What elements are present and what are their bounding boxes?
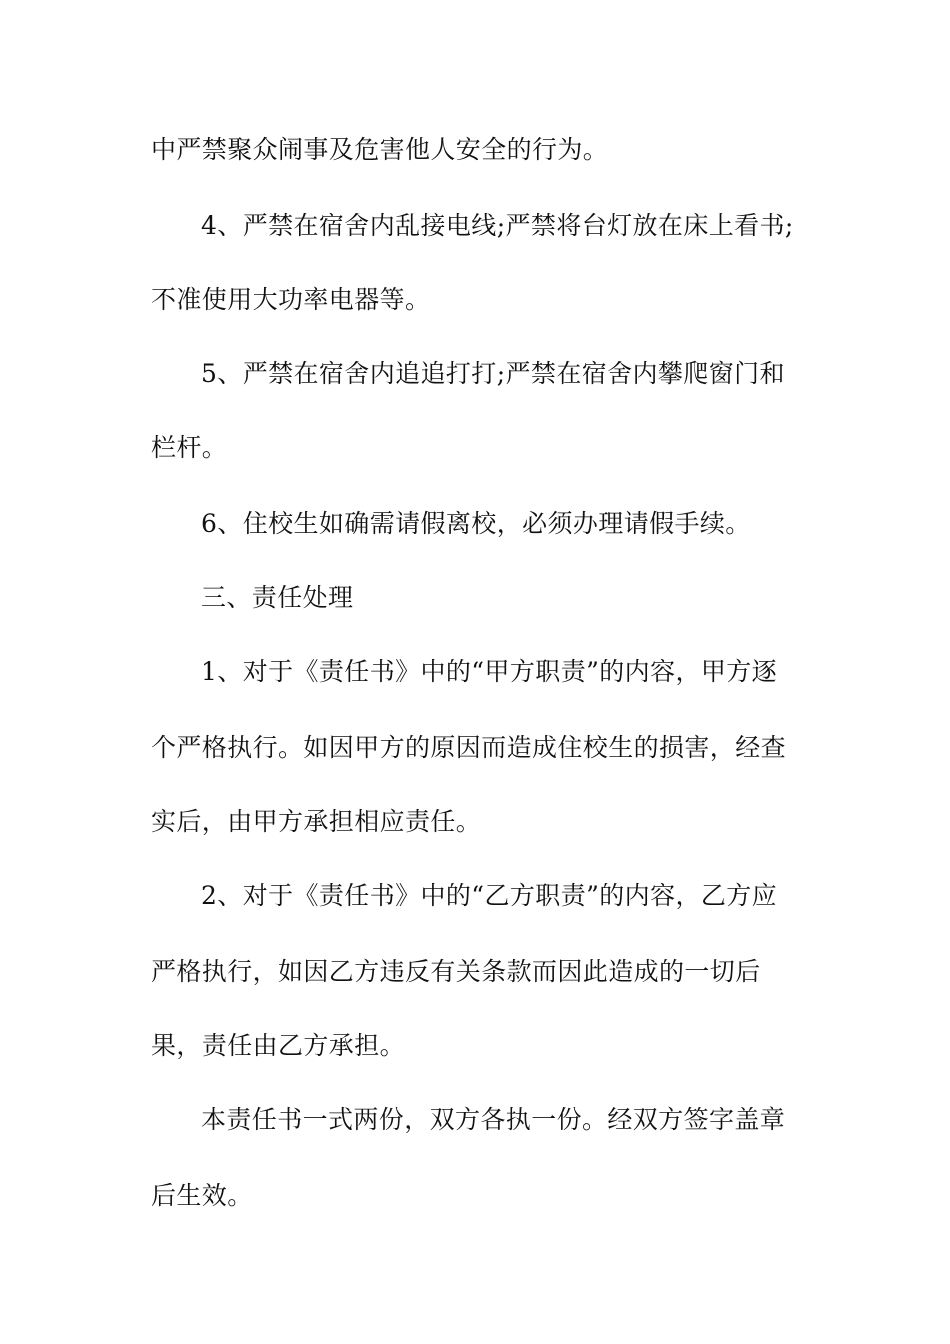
paragraph-line: 本责任书一式两份，双方各执一份。经双方签字盖章: [201, 1105, 786, 1134]
paragraph-line: 严格执行，如因乙方违反有关条款而因此造成的一切后: [151, 957, 761, 986]
paragraph-line: 后生效。: [151, 1181, 253, 1210]
paragraph-line: 4、严禁在宿舍内乱接电线;严禁将台灯放在床上看书;: [201, 211, 794, 240]
paragraph-line: 实后，由甲方承担相应责任。: [151, 807, 482, 836]
paragraph-line: 2、对于《责任书》中的“乙方职责”的内容，乙方应: [201, 881, 778, 910]
paragraph-line: 5、严禁在宿舍内追追打打;严禁在宿舍内攀爬窗门和: [201, 359, 785, 388]
paragraph-line: 不准使用大功率电器等。: [151, 285, 431, 314]
section-heading: 三、责任处理: [201, 583, 354, 612]
paragraph-line: 栏杆。: [151, 433, 228, 462]
paragraph-line: 中严禁聚众闹事及危害他人安全的行为。: [151, 135, 609, 164]
paragraph-line: 1、对于《责任书》中的“甲方职责”的内容，甲方逐: [201, 657, 778, 686]
paragraph-line: 个严格执行。如因甲方的原因而造成住校生的损害，经查: [151, 733, 787, 762]
paragraph-line: 果，责任由乙方承担。: [151, 1031, 406, 1060]
paragraph-line: 6、住校生如确需请假离校，必须办理请假手续。: [201, 509, 751, 538]
